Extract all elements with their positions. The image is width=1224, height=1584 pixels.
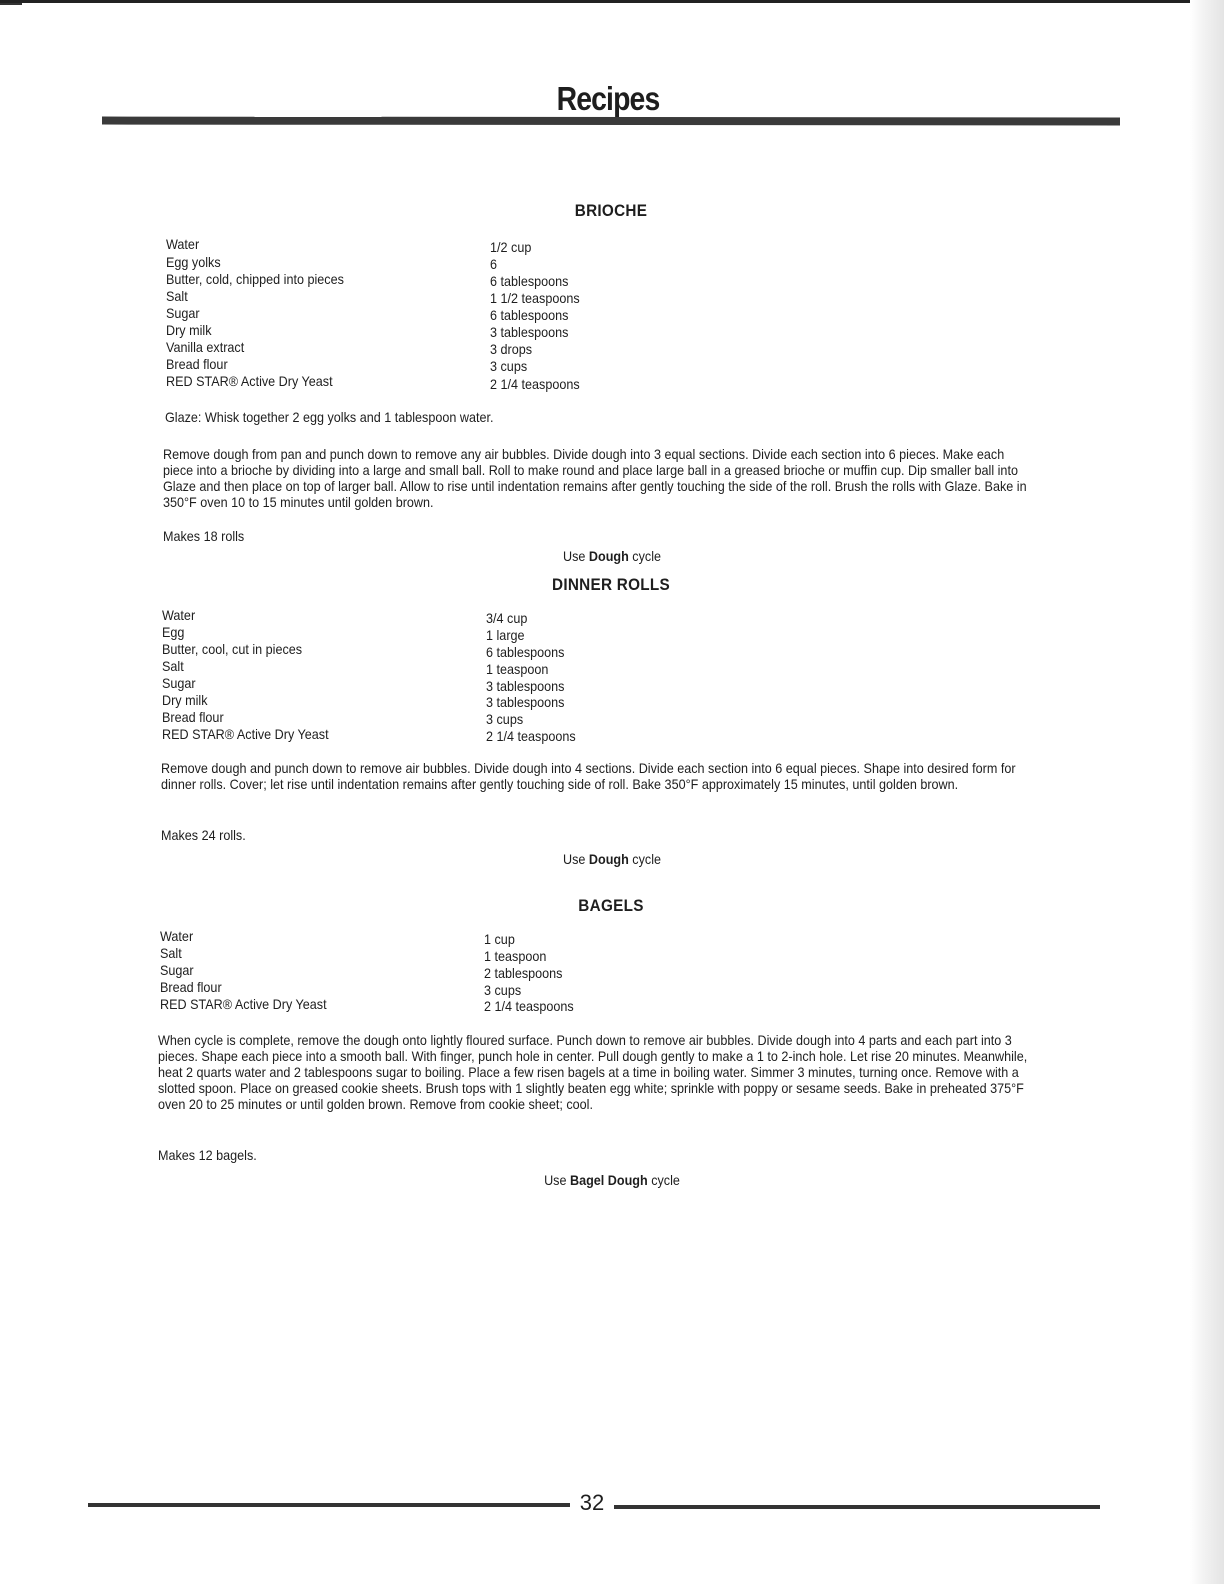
ingredient-list: [166, 236, 666, 390]
ingredient-row: [162, 624, 662, 641]
recipe-directions: When cycle is complete, remove the dough onto lightly floured surface. Punch down to remove air bubbles. Divide dough into 4 parts and each part into 3 pieces. Shape each piece into a smooth ball. With finger, punch hole in center. Pull dough gently to make a 1 to 2-inch hole. Let rise 20 minutes. Meanwhile, heat 2 quarts water and 2 tablespoons sugar to boiling. Place a few risen bagels at a time in boiling water. Simmer 3 minutes, turning once. Remove with a slotted spoon. Place on greased cookie sheets. Brush tops with 1 slightly beaten egg white; sprinkle with poppy or sesame seeds. Bake in preheated 375°F oven 20 to 25 minutes or until golden brown. Remove from cookie sheet; cool.: [158, 1032, 1028, 1112]
ingredient-amount: 2 1/4 teaspoons: [490, 376, 580, 392]
cycle-prefix: Use: [562, 548, 586, 564]
ingredient-name: Bread flour: [166, 356, 228, 372]
glaze-note: Glaze: Whisk together 2 egg yolks and 1 tablespoon water.: [165, 409, 494, 425]
ingredient-list: [160, 928, 660, 1013]
ingredient-row: [166, 356, 666, 373]
ingredient-name: Salt: [162, 658, 184, 674]
ingredient-amount: 6 tablespoons: [490, 273, 569, 289]
ingredient-amount: 3/4 cup: [486, 610, 528, 626]
ingredient-row: [160, 945, 660, 962]
ingredient-row: [162, 607, 662, 624]
recipe-yield: Makes 24 rolls.: [161, 827, 246, 843]
ingredient-row: [166, 236, 666, 254]
ingredient-row: [162, 692, 662, 709]
title-rule: [102, 117, 1120, 126]
ingredient-name: Butter, cool, cut in pieces: [162, 641, 303, 657]
page-title: Recipes: [556, 80, 660, 117]
ingredient-name: Vanilla extract: [166, 339, 245, 355]
recipe-heading: BRIOCHE: [574, 201, 648, 220]
ingredient-row: [160, 962, 660, 979]
scan-right-edge-shadow: [1190, 0, 1224, 1584]
ingredient-row: [162, 675, 662, 692]
recipe-heading: DINNER ROLLS: [551, 575, 670, 594]
ingredient-row: [166, 305, 666, 322]
ingredient-amount: 6: [490, 256, 498, 272]
recipe-heading: BAGELS: [578, 896, 644, 915]
cycle-prefix: Use: [544, 1172, 567, 1188]
ingredient-name: RED STAR® Active Dry Yeast: [166, 373, 333, 389]
ingredient-name: Egg yolks: [166, 254, 221, 270]
ingredient-name: Butter, cold, chipped into pieces: [166, 271, 344, 287]
ingredient-name: Bread flour: [160, 979, 222, 995]
footer-rule-left: [88, 1503, 570, 1507]
ingredient-row: [166, 373, 666, 390]
ingredient-row: [160, 979, 660, 996]
cycle-name: Bagel Dough: [569, 1172, 648, 1188]
ingredient-name: Sugar: [162, 675, 196, 691]
ingredient-name: Dry milk: [166, 322, 212, 338]
cycle-note: [61, 1172, 1163, 1188]
ingredient-row: [166, 339, 666, 356]
scan-corner-mark: [0, 3, 22, 5]
page-number: 32: [579, 1490, 605, 1515]
ingredient-name: Salt: [160, 945, 182, 961]
ingredient-amount: 1 1/2 teaspoons: [490, 290, 580, 306]
ingredient-amount: 3 cups: [484, 982, 522, 998]
ingredient-amount: 6 tablespoons: [490, 307, 569, 323]
ingredient-amount: 6 tablespoons: [486, 644, 565, 660]
ingredient-row: [160, 928, 660, 945]
ingredient-amount: 1/2 cup: [490, 239, 532, 255]
ingredient-row: [166, 254, 666, 271]
cycle-name: Dough: [588, 851, 629, 867]
ingredient-row: [166, 322, 666, 339]
ingredient-amount: 1 large: [486, 627, 525, 643]
ingredient-amount: 1 teaspoon: [486, 661, 549, 677]
ingredient-amount: 3 cups: [490, 358, 528, 374]
scan-top-edge: [0, 0, 1190, 3]
ingredient-row: [160, 996, 660, 1013]
ingredient-name: Water: [166, 236, 200, 252]
ingredient-name: Water: [162, 607, 196, 623]
ingredient-amount: 1 cup: [484, 931, 515, 947]
recipe-directions: Remove dough and punch down to remove air bubbles. Divide dough into 4 sections. Divide each section into 6 equal pieces. Shape into desired form for dinner rolls. Cover; let rise until indentation remains after gently touching side of roll. Bake 350°F approximately 15 minutes, until golden brown.: [161, 760, 1016, 792]
ingredient-amount: 3 tablespoons: [490, 324, 569, 340]
ingredient-amount: 3 tablespoons: [486, 694, 565, 710]
ingredient-row: [162, 658, 662, 675]
ingredient-name: Bread flour: [162, 709, 224, 725]
ingredient-row: [162, 726, 662, 743]
ingredient-name: RED STAR® Active Dry Yeast: [162, 726, 329, 742]
ingredient-amount: 2 1/4 teaspoons: [486, 728, 576, 744]
ingredient-row: [162, 641, 662, 658]
ingredient-amount: 2 1/4 teaspoons: [484, 998, 574, 1014]
cycle-note: [61, 851, 1163, 867]
cycle-suffix: cycle: [651, 1172, 680, 1188]
ingredient-row: [166, 271, 666, 288]
cycle-suffix: cycle: [632, 548, 662, 564]
ingredient-name: Dry milk: [162, 692, 208, 708]
cycle-prefix: Use: [562, 851, 586, 867]
ingredient-amount: 1 teaspoon: [484, 948, 547, 964]
ingredient-row: [166, 288, 666, 305]
ingredient-name: RED STAR® Active Dry Yeast: [160, 996, 327, 1012]
ingredient-name: Water: [160, 928, 194, 944]
recipe-yield: Makes 12 bagels.: [158, 1147, 257, 1163]
ingredient-list: [162, 607, 662, 743]
ingredient-name: Sugar: [160, 962, 194, 978]
recipe-directions: Remove dough from pan and punch down to remove any air bubbles. Divide dough into 3 equal sections. Divide each section into 6 pieces. Make each piece into a brioche by dividing into a large and small ball. Roll to make round and place large ball in a greased brioche or muffin cup. Dip smaller ball into Glaze and then place on top of larger ball. Allow to rise until indentation remains after gently touching the side of the roll. Brush the rolls with Glaze. Bake in 350°F oven 10 to 15 minutes until golden brown.: [163, 446, 1027, 510]
ingredient-amount: 3 drops: [490, 341, 533, 357]
ingredient-amount: 3 cups: [486, 711, 524, 727]
ingredient-amount: 3 tablespoons: [486, 678, 565, 694]
ingredient-name: Egg: [162, 624, 185, 640]
cycle-suffix: cycle: [632, 851, 662, 867]
ingredient-row: [162, 709, 662, 726]
ingredient-amount: 2 tablespoons: [484, 965, 563, 981]
cycle-note: [61, 548, 1163, 564]
ingredient-name: Salt: [166, 288, 188, 304]
recipe-yield: Makes 18 rolls: [163, 528, 245, 544]
footer-rule-right: [614, 1505, 1100, 1509]
cycle-name: Dough: [588, 548, 629, 564]
ingredient-name: Sugar: [166, 305, 200, 321]
